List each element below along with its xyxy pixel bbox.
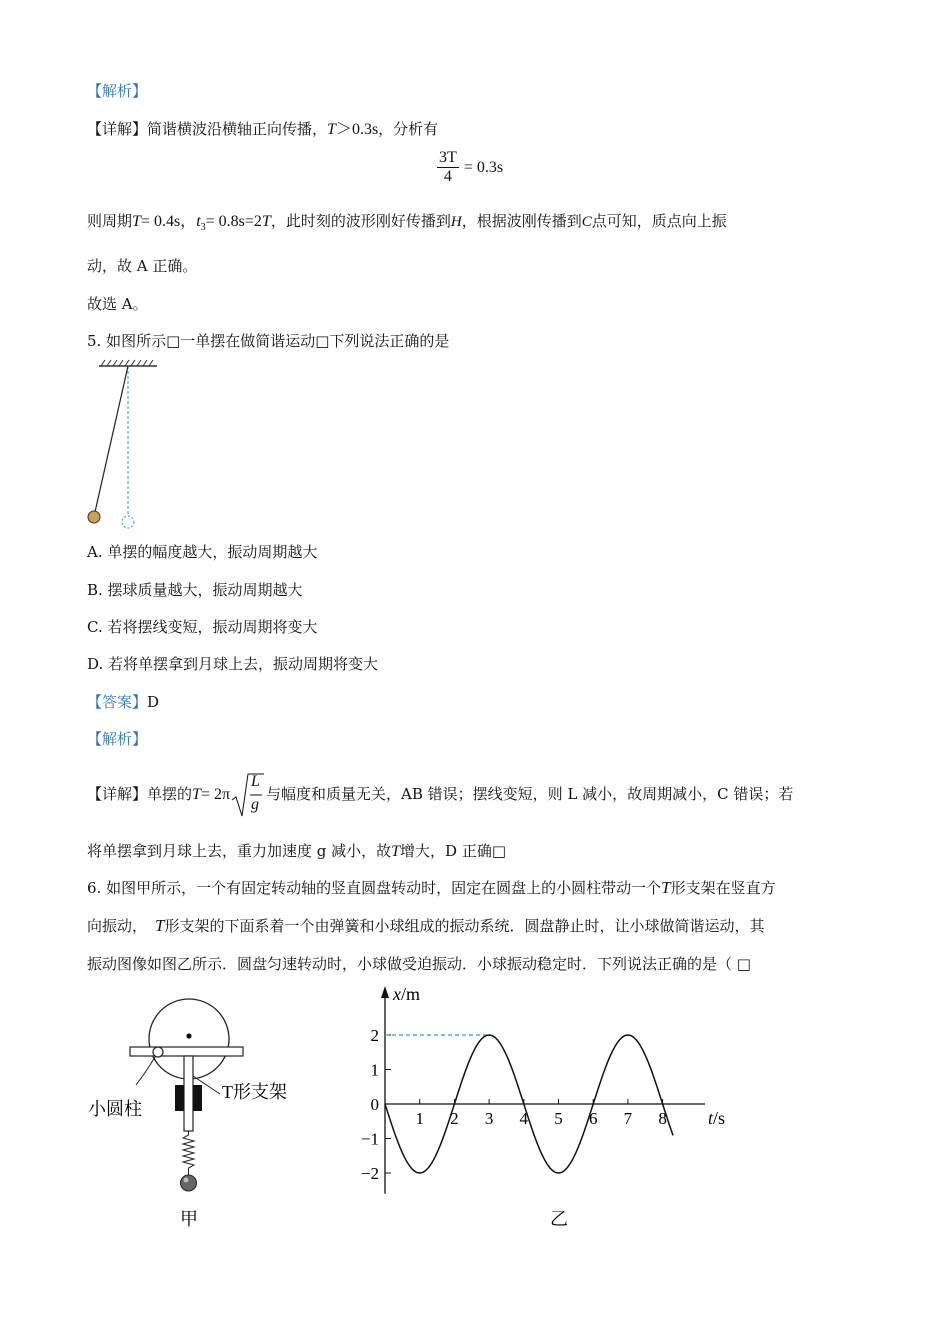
text-f: 点可知，质点向上振 (591, 212, 727, 230)
q6-l1-T: T (661, 878, 671, 897)
x-tick-label: 4 (519, 1109, 529, 1128)
pendulum-bob (88, 511, 100, 523)
period-line (87, 211, 727, 238)
q5-detail-line2 (87, 841, 506, 862)
y-tick-label: 2 (370, 1026, 379, 1045)
x-tick-label: 7 (623, 1109, 633, 1128)
q6-l2-b: 形支架的下面系着一个由弹簧和小球组成的振动系统．圆盘静止时，让小球做简谐运动，其 (164, 917, 765, 935)
y-axis-label: x/m (393, 984, 421, 1004)
period-prefix: 则周期 (87, 212, 133, 230)
x-tick-label: 8 (658, 1109, 667, 1128)
q5-eq: = 2π (200, 786, 231, 803)
x-tick-label: 5 (554, 1109, 563, 1128)
x-tick-label: 6 (588, 1109, 598, 1128)
var-L: L (251, 773, 260, 790)
q6-l2-T: T (155, 916, 165, 935)
q6-line3: 振动图像如图乙所示．圆盘匀速转动时，小球做受迫振动．小球振动稳定时．下列说法正确的是（ □ (87, 955, 751, 973)
q5-l2-T: T (391, 843, 401, 860)
figure-yi-chart (350, 980, 750, 1235)
analysis-tag: 【解析】 (87, 82, 148, 100)
detail-tag: 【详解】 (87, 120, 148, 138)
y-tick-label: −1 (360, 1129, 379, 1149)
q6-l2-a: 向振动， (87, 917, 148, 935)
caption-yi: 乙 (550, 1209, 568, 1229)
y-axis-arrow (381, 986, 389, 998)
label-frame: T形支架 (222, 1082, 287, 1102)
t-frame-stem (184, 1056, 193, 1131)
cylinder-leader (136, 1057, 155, 1085)
q5-l2-a: 将单摆拿到月球上去，重力加速度 g 减小，故 (87, 842, 392, 860)
spring (183, 1131, 194, 1176)
q6-l1-a: 6. 如图甲所示，一个有固定转动轴的竖直圆盘转动时，固定在圆盘上的小圆柱带动一个 (87, 879, 662, 897)
period-value: = 0.4s， (140, 213, 197, 230)
formula-3T-4 (437, 149, 503, 186)
disk-axis (186, 1033, 191, 1038)
guide-left (175, 1085, 184, 1111)
small-cylinder (153, 1047, 163, 1057)
q5-var-T: T (192, 786, 201, 803)
var-T: T (132, 213, 141, 230)
var-H: H (450, 214, 462, 230)
x-tick-label: 3 (484, 1109, 494, 1128)
q5-detail-line (87, 773, 794, 813)
q5-stem: 5. 如图所示□一单摆在做简谐运动□下列说法正确的是 (87, 332, 450, 350)
y-tick-label: 0 (370, 1095, 379, 1114)
var-g: g (251, 796, 260, 813)
sub-3: 3 (200, 222, 206, 233)
ball-highlight (184, 1178, 189, 1183)
formula-den: 4 (443, 168, 452, 185)
sqrt-L-over-g (230, 770, 264, 820)
answer-value: D (147, 693, 160, 711)
label-cylinder: 小圆柱 (88, 1099, 142, 1119)
figure-jia (80, 990, 320, 1235)
q5-l2-b: 增大，D 正确□ (400, 842, 507, 860)
cond-T: T (327, 121, 336, 138)
q5-option-d: D. 若将单摆拿到月球上去，振动周期将变大 (87, 655, 379, 673)
var-C: C (581, 214, 592, 230)
cond-rest: ＞0.3s (335, 121, 379, 138)
guide-right (193, 1085, 202, 1111)
answer-tag: 【答案】 (87, 693, 148, 711)
text-d: ，此时刻的波形刚好传播到 (270, 212, 451, 230)
q4-line3: 动，故 A 正确。 (87, 257, 198, 275)
pendulum-figure (85, 358, 165, 534)
q5-detail-tag: 【详解】 (87, 785, 148, 803)
q6-l1-b: 形支架在竖直方 (670, 879, 776, 897)
ceiling-hatch (101, 360, 153, 366)
ball (181, 1175, 197, 1191)
q5-analysis-tag: 【解析】 (87, 730, 148, 748)
q5-answer (87, 692, 159, 712)
q6-line2 (87, 916, 765, 936)
caption-jia: 甲 (180, 1209, 198, 1229)
q5-option-c: C. 若将摆线变短，振动周期将变大 (87, 618, 318, 636)
pendulum-string (95, 366, 128, 512)
text-e: ，根据波刚传播到 (461, 212, 582, 230)
t-frame-bar (130, 1047, 243, 1056)
q5-detail-b: 与幅度和质量无关，AB 错误；摆线变短，则 L 减小，故周期减小，C 错误；若 (266, 785, 794, 803)
q4-conclusion: 故选 A。 (87, 295, 148, 313)
cond-tail: ，分析有 (378, 120, 439, 138)
q5-detail-a: 单摆的 (147, 785, 193, 803)
formula-num: 3T (439, 149, 457, 166)
var-T2: T (261, 213, 271, 230)
x-axis-label: t/s (708, 1108, 726, 1128)
y-tick-label: −2 (360, 1164, 379, 1183)
q5-option-b: B. 摆球质量越大，振动周期越大 (87, 581, 303, 599)
equilibrium-bob (122, 516, 134, 528)
var-t3: t (196, 213, 201, 230)
q6-line1 (87, 878, 776, 898)
detail-text: 简谐横波沿横轴正向传播， (147, 120, 328, 138)
y-tick-label: 1 (370, 1060, 379, 1080)
detail-line (87, 119, 438, 140)
t3-value: = 0.8s=2 (205, 213, 262, 230)
x-tick-label: 2 (450, 1109, 459, 1128)
q5-option-a: A. 单摆的幅度越大，振动周期越大 (87, 543, 318, 561)
formula-rhs: = 0.3s (463, 159, 504, 176)
x-tick-label: 1 (415, 1109, 424, 1128)
